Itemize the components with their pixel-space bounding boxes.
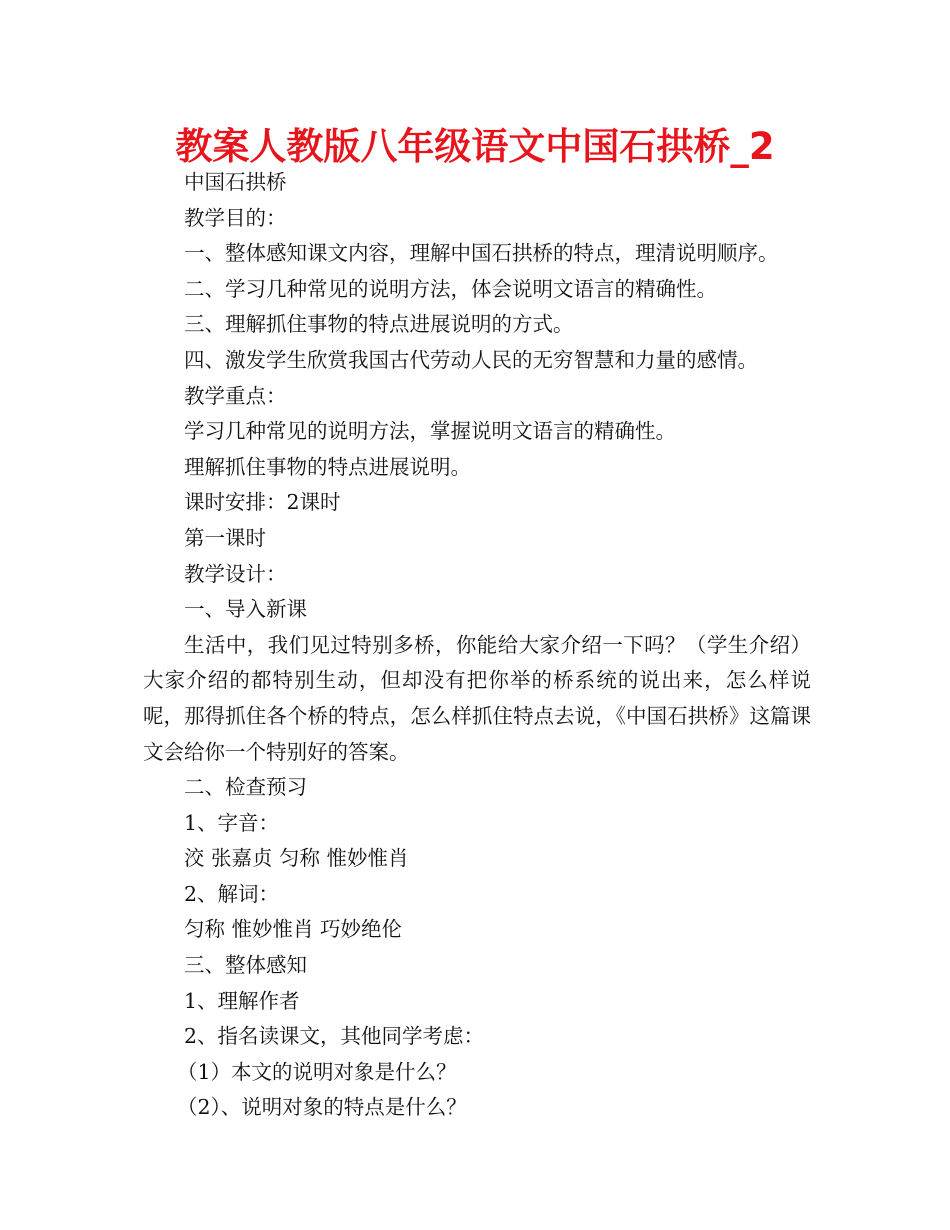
- document-title: 教案人教版八年级语文中国石拱桥_2: [175, 125, 775, 168]
- paragraph-lesson-one: 第一课时: [184, 525, 266, 550]
- paragraph-vocabulary-words: 匀称 惟妙惟肖 巧妙绝伦: [184, 917, 403, 942]
- paragraph-pronunciation: 1、字音：: [184, 810, 280, 835]
- paragraph-section-1: 一、导入新课: [184, 597, 307, 622]
- paragraph-schedule: 课时安排：2课时: [184, 490, 341, 515]
- paragraph-vocabulary: 2、解词：: [184, 881, 280, 906]
- paragraph-objectives-heading: 教学目的：: [184, 205, 287, 230]
- paragraph-objective-2: 二、学习几种常见的说明方法，体会说明文语言的精确性。: [184, 276, 717, 301]
- document-body: [143, 165, 811, 1126]
- paragraph-objective-3: 三、理解抓住事物的特点进展说明的方式。: [184, 312, 574, 337]
- paragraph-focus-1: 学习几种常见的说明方法，掌握说明文语言的精确性。: [184, 419, 676, 444]
- paragraph-question-1: （1）本文的说明对象是什么？: [177, 1059, 457, 1084]
- paragraph-question-2: （2）、说明对象的特点是什么？: [177, 1095, 467, 1120]
- paragraph-author: 1、理解作者: [184, 988, 300, 1013]
- paragraph-introduction: 生活中，我们见过特别多桥，你能给大家介绍一下吗？（学生介绍）大家介绍的都特别生动，但却没有把你举的桥系统的说出来，怎么样说呢，那得抓住各个桥的特点，怎么样抓住特点去说，《中国石拱桥》这篇课文会给你一个特别好的答案。: [143, 632, 811, 764]
- paragraph-focus-2: 理解抓住事物的特点进展说明。: [184, 454, 471, 479]
- paragraph-section-2: 二、检查预习: [184, 775, 307, 800]
- paragraph-objective-4: 四、激发学生欣赏我国古代劳动人民的无穷智慧和力量的感情。: [184, 347, 758, 372]
- paragraph-section-3: 三、整体感知: [184, 953, 307, 978]
- paragraph-pronunciation-words: 洨 张嘉贞 匀称 惟妙惟肖: [184, 846, 409, 871]
- paragraph-reading: 2、指名读课文，其他同学考虑：: [184, 1024, 485, 1049]
- paragraph-design-heading: 教学设计：: [184, 561, 287, 586]
- paragraph-objective-1: 一、整体感知课文内容，理解中国石拱桥的特点，理清说明顺序。: [184, 241, 779, 266]
- paragraph-focus-heading: 教学重点：: [184, 383, 287, 408]
- paragraph-subject: 中国石拱桥: [184, 170, 287, 194]
